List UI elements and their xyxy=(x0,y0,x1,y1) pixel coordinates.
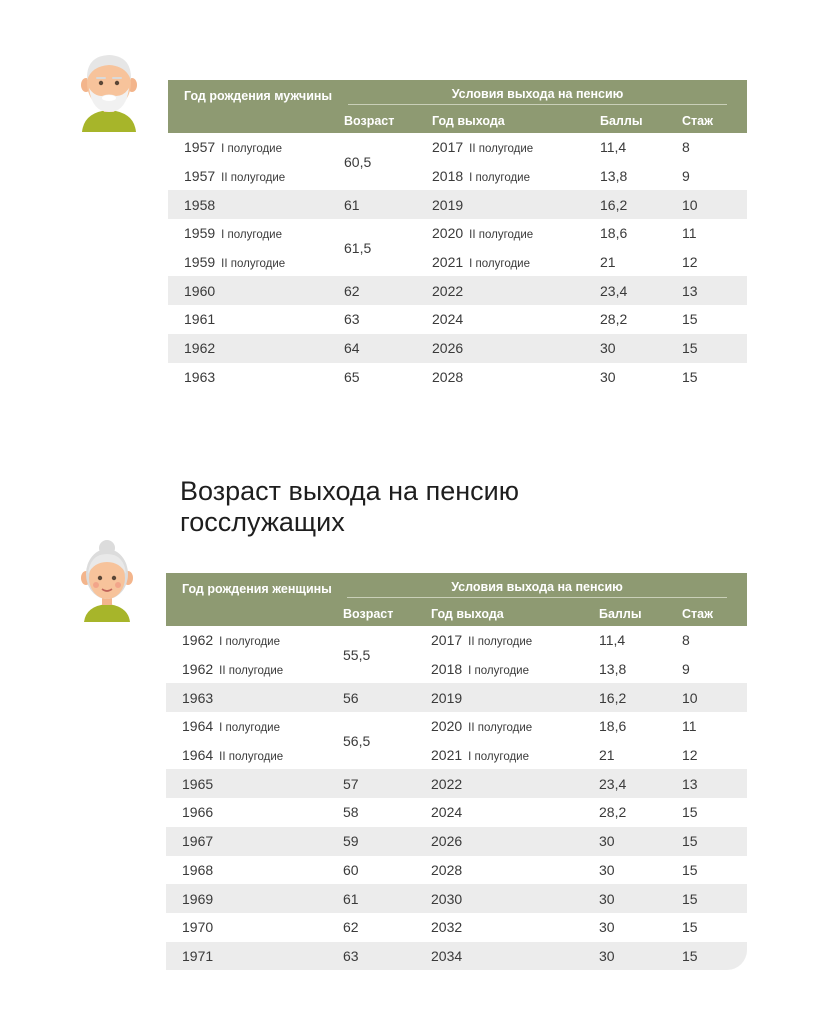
header-age: Возраст xyxy=(343,601,431,626)
header-experience: Стаж xyxy=(682,108,747,133)
header-points: Баллы xyxy=(599,601,682,626)
exit-half-year: II полугодие xyxy=(469,143,534,156)
table-row xyxy=(166,827,747,856)
birth-year: 1959 xyxy=(184,225,216,242)
exit-year: 2021 xyxy=(432,254,464,271)
birth-year: 1964 xyxy=(182,718,214,735)
experience-cell: 15 xyxy=(682,368,698,385)
birth-year: 1962 xyxy=(182,661,214,678)
exit-half-year: II полугодие xyxy=(469,229,534,242)
birth-year: 1962 xyxy=(182,632,214,649)
exit-year: 2028 xyxy=(432,368,464,385)
exit-year: 2022 xyxy=(432,276,600,305)
experience-cell: 15 xyxy=(682,827,747,856)
birth-year: 1970 xyxy=(182,919,214,936)
exit-year: 2018 xyxy=(431,661,463,678)
experience-cell: 12 xyxy=(682,747,698,764)
men-retirement-table xyxy=(168,80,747,391)
table-row xyxy=(166,884,747,913)
points-cell: 30 xyxy=(599,884,682,913)
birth-year: 1971 xyxy=(166,942,343,971)
table-row xyxy=(166,942,747,971)
experience-cell: 10 xyxy=(682,683,747,712)
header-age: Возраст xyxy=(344,108,432,133)
exit-year: 2028 xyxy=(431,861,463,878)
table-row xyxy=(166,655,747,684)
half-year: II полугодие xyxy=(219,665,284,678)
table-row xyxy=(168,190,747,219)
birth-year: 1969 xyxy=(166,884,343,913)
experience-cell: 9 xyxy=(682,661,690,678)
points-cell: 18,6 xyxy=(599,718,627,735)
age-cell: 62 xyxy=(344,276,432,305)
exit-year: 2020 xyxy=(432,225,464,242)
experience-cell: 15 xyxy=(682,311,698,328)
age-cell: 56 xyxy=(343,683,431,712)
experience-cell: 8 xyxy=(682,632,690,649)
birth-year: 1966 xyxy=(182,804,214,821)
age-cell: 60,5 xyxy=(344,153,372,170)
age-cell: 58 xyxy=(343,804,359,821)
exit-half-year: II полугодие xyxy=(468,636,533,649)
experience-cell: 10 xyxy=(682,190,747,219)
header-points: Баллы xyxy=(600,108,682,133)
header-conditions: Условия выхода на пенсию xyxy=(344,80,747,108)
points-cell: 30 xyxy=(599,942,682,971)
experience-cell: 9 xyxy=(682,168,690,185)
birth-year: 1968 xyxy=(182,861,214,878)
exit-half-year: I полугодие xyxy=(468,751,529,764)
header-exit-year: Год выхода xyxy=(432,108,600,133)
experience-cell: 15 xyxy=(682,861,698,878)
old-woman-avatar-icon xyxy=(76,540,138,622)
experience-cell: 15 xyxy=(682,942,747,971)
birth-year: 1963 xyxy=(166,683,343,712)
age-cell: 61,5 xyxy=(344,239,372,256)
table-row xyxy=(168,276,747,305)
age-cell: 63 xyxy=(344,311,360,328)
header-conditions: Условия выхода на пенсию xyxy=(343,573,747,601)
points-cell: 28,2 xyxy=(600,311,628,328)
half-year: I полугодие xyxy=(219,636,280,649)
half-year: II полугодие xyxy=(219,751,284,764)
exit-half-year: II полугодие xyxy=(468,722,533,735)
age-cell: 61 xyxy=(344,190,432,219)
points-cell: 30 xyxy=(599,919,615,936)
birth-year: 1961 xyxy=(184,311,216,328)
half-year: I полугодие xyxy=(219,722,280,735)
birth-year: 1959 xyxy=(184,254,216,271)
exit-year: 2026 xyxy=(432,334,600,363)
exit-year: 2022 xyxy=(431,769,599,798)
section-title-line1: Возраст выхода на пенсию xyxy=(180,476,519,506)
age-cell: 60 xyxy=(343,861,359,878)
experience-cell: 13 xyxy=(682,769,747,798)
points-cell: 11,4 xyxy=(599,632,626,649)
experience-cell: 15 xyxy=(682,884,747,913)
header-experience: Стаж xyxy=(682,601,747,626)
points-cell: 16,2 xyxy=(599,683,682,712)
header-birth-year: Год рождения мужчины xyxy=(168,80,344,133)
points-cell: 23,4 xyxy=(600,276,682,305)
points-cell: 30 xyxy=(600,368,616,385)
birth-year: 1962 xyxy=(168,334,344,363)
points-cell: 28,2 xyxy=(599,804,627,821)
age-cell: 57 xyxy=(343,769,431,798)
birth-year: 1957 xyxy=(184,168,216,185)
age-cell: 62 xyxy=(343,919,359,936)
points-cell: 23,4 xyxy=(599,769,682,798)
points-cell: 21 xyxy=(599,747,615,764)
table-row xyxy=(168,162,747,191)
experience-cell: 11 xyxy=(682,225,697,242)
birth-year: 1958 xyxy=(168,190,344,219)
age-cell: 61 xyxy=(343,884,431,913)
points-cell: 16,2 xyxy=(600,190,682,219)
table-row xyxy=(168,133,747,162)
birth-year: 1964 xyxy=(182,747,214,764)
experience-cell: 13 xyxy=(682,276,747,305)
table-row xyxy=(166,856,747,885)
age-cell: 63 xyxy=(343,942,431,971)
points-cell: 18,6 xyxy=(600,225,628,242)
table-row xyxy=(166,712,747,741)
experience-cell: 15 xyxy=(682,334,747,363)
birth-year: 1963 xyxy=(184,368,216,385)
experience-cell: 8 xyxy=(682,139,690,156)
age-cell: 59 xyxy=(343,827,431,856)
exit-year: 2017 xyxy=(432,139,464,156)
experience-cell: 12 xyxy=(682,254,698,271)
exit-half-year: I полугодие xyxy=(469,258,530,271)
exit-year: 2034 xyxy=(431,942,599,971)
half-year: II полугодие xyxy=(221,172,286,185)
table-row xyxy=(168,334,747,363)
exit-year: 2032 xyxy=(431,919,463,936)
old-man-avatar-icon xyxy=(78,50,140,132)
age-cell: 64 xyxy=(344,334,432,363)
exit-year: 2019 xyxy=(431,683,599,712)
table-row xyxy=(168,248,747,277)
exit-year: 2018 xyxy=(432,168,464,185)
experience-cell: 11 xyxy=(682,718,697,735)
table-row xyxy=(166,913,747,942)
age-cell: 65 xyxy=(344,368,360,385)
exit-year: 2024 xyxy=(432,311,464,328)
points-cell: 13,8 xyxy=(600,168,628,185)
experience-cell: 15 xyxy=(682,919,698,936)
exit-half-year: I полугодие xyxy=(469,172,530,185)
exit-year: 2020 xyxy=(431,718,463,735)
points-cell: 21 xyxy=(600,254,616,271)
header-birth-year: Год рождения женщины xyxy=(166,573,343,626)
points-cell: 11,4 xyxy=(600,139,627,156)
women-retirement-table xyxy=(166,573,747,970)
half-year: II полугодие xyxy=(221,258,286,271)
birth-year: 1960 xyxy=(168,276,344,305)
birth-year: 1967 xyxy=(166,827,343,856)
exit-year: 2030 xyxy=(431,884,599,913)
exit-year: 2024 xyxy=(431,804,463,821)
exit-year: 2026 xyxy=(431,827,599,856)
age-cell: 55,5 xyxy=(343,646,371,663)
points-cell: 30 xyxy=(599,861,615,878)
half-year: I полугодие xyxy=(221,143,282,156)
half-year: I полугодие xyxy=(221,229,282,242)
section-title-line2: госслужащих xyxy=(180,507,345,537)
points-cell: 13,8 xyxy=(599,661,627,678)
birth-year: 1957 xyxy=(184,139,216,156)
exit-year: 2017 xyxy=(431,632,463,649)
table-row xyxy=(168,305,747,334)
table-row xyxy=(168,219,747,248)
table-row xyxy=(166,626,747,655)
table-row xyxy=(166,741,747,770)
exit-year: 2019 xyxy=(432,190,600,219)
experience-cell: 15 xyxy=(682,804,698,821)
exit-half-year: I полугодие xyxy=(468,665,529,678)
exit-year: 2021 xyxy=(431,747,463,764)
points-cell: 30 xyxy=(599,827,682,856)
birth-year: 1965 xyxy=(166,769,343,798)
header-exit-year: Год выхода xyxy=(431,601,599,626)
table-row xyxy=(168,363,747,392)
points-cell: 30 xyxy=(600,334,682,363)
table-row xyxy=(166,798,747,827)
section-title xyxy=(180,476,519,538)
table-row xyxy=(166,683,747,712)
age-cell: 56,5 xyxy=(343,732,371,749)
table-row xyxy=(166,769,747,798)
